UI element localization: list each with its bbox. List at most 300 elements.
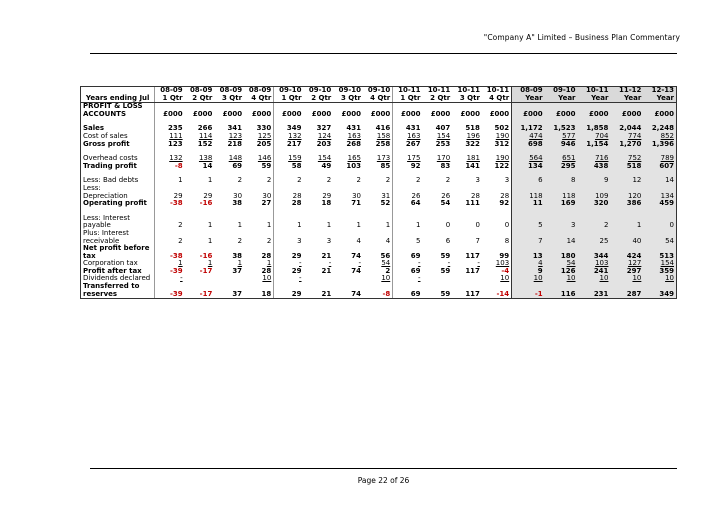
value-cell <box>610 200 643 208</box>
cell-value: 71 <box>351 199 361 208</box>
cell-value: 2 <box>445 176 451 185</box>
cell-value: 349 <box>659 289 674 298</box>
cell-value: -8 <box>174 161 183 170</box>
value-cell <box>610 163 643 171</box>
value-cell <box>333 230 363 245</box>
cell-value: 431 <box>346 124 361 133</box>
spacer-cell <box>512 208 545 215</box>
value-cell <box>393 177 423 185</box>
value-cell <box>512 163 545 171</box>
value-cell <box>363 200 393 208</box>
cell-value: 132 <box>288 131 302 140</box>
column-subperiod: 4 Qtr <box>251 93 272 102</box>
value-cell <box>393 163 423 171</box>
value-cell <box>578 141 611 149</box>
value-cell <box>512 283 545 299</box>
value-cell <box>643 245 676 260</box>
cell-value: 0 <box>504 221 510 230</box>
cell-value: £000 <box>222 109 243 118</box>
value-cell <box>545 200 578 208</box>
cell-value: 123 <box>167 139 183 148</box>
cell-value: 31 <box>381 191 391 200</box>
cell-value: 10 <box>665 274 674 283</box>
cell-value: 241 <box>593 266 609 275</box>
cell-value: 111 <box>465 199 480 208</box>
spacer-cell <box>643 208 676 215</box>
cell-value: 438 <box>593 161 609 170</box>
cell-value: 134 <box>660 191 674 200</box>
cell-value: 7 <box>538 236 543 245</box>
cell-value: 4 <box>356 236 361 245</box>
cell-value: 1 <box>207 259 213 268</box>
page-number: Page 22 of 26 <box>357 476 410 485</box>
cell-value: 10 <box>262 274 272 283</box>
value-cell <box>363 215 393 230</box>
value-cell <box>422 245 452 260</box>
column-period: 08-09 <box>189 86 213 94</box>
cell-value: 59 <box>440 289 451 298</box>
value-cell <box>512 141 545 149</box>
cell-value: 651 <box>562 154 576 163</box>
cell-value: 64 <box>410 199 421 208</box>
row-label: Operating profit <box>81 200 155 208</box>
cell-value: 127 <box>627 259 642 268</box>
value-cell <box>578 230 611 245</box>
value-cell <box>482 215 512 230</box>
value-cell <box>363 163 393 171</box>
cell-value: 58 <box>291 161 302 170</box>
value-cell <box>244 200 274 208</box>
cell-value: -17 <box>199 289 213 298</box>
cell-value: 109 <box>595 191 609 200</box>
cell-value: 29 <box>291 289 302 298</box>
column-header <box>214 87 244 103</box>
cell-value: 416 <box>375 124 391 133</box>
column-header <box>333 87 363 103</box>
cell-value: 359 <box>659 266 674 275</box>
value-cell <box>422 141 452 149</box>
cell-value: 69 <box>410 266 421 275</box>
cell-value: 564 <box>529 154 543 163</box>
cell-value: 154 <box>660 259 674 268</box>
value-cell <box>185 268 215 276</box>
cell-value: 29 <box>203 191 213 200</box>
cell-value: 29 <box>322 191 332 200</box>
value-cell <box>643 200 676 208</box>
cell-value: 181 <box>466 154 480 163</box>
value-cell <box>422 163 452 171</box>
value-cell <box>545 230 578 245</box>
value-cell <box>333 245 363 260</box>
cell-value: 114 <box>198 131 213 140</box>
value-cell <box>185 275 215 283</box>
value-cell <box>214 200 244 208</box>
value-cell <box>304 275 334 283</box>
value-cell <box>244 177 274 185</box>
cell-value: 1 <box>266 259 272 268</box>
spacer-row <box>81 208 677 215</box>
value-cell <box>244 275 274 283</box>
value-cell <box>333 283 363 299</box>
column-header <box>643 87 676 103</box>
column-header <box>610 87 643 103</box>
value-cell <box>333 268 363 276</box>
value-cell <box>363 230 393 245</box>
column-period: 11-12 <box>618 86 642 94</box>
column-subperiod: 1 Qtr <box>281 93 302 102</box>
value-cell <box>393 230 423 245</box>
table-row <box>81 141 677 149</box>
value-cell <box>363 245 393 260</box>
cell-value: - <box>358 259 361 268</box>
value-cell <box>452 163 482 171</box>
cell-value: 11 <box>532 199 543 208</box>
cell-value: 297 <box>626 266 642 275</box>
column-subperiod: 1 Qtr <box>400 93 421 102</box>
cell-value: 2 <box>603 221 609 230</box>
cell-value: 1 <box>237 221 243 230</box>
value-cell <box>452 283 482 299</box>
column-subperiod: Year <box>558 93 576 102</box>
value-cell <box>643 177 676 185</box>
cell-value: - <box>477 259 480 268</box>
value-cell <box>363 141 393 149</box>
cell-value: 287 <box>626 289 642 298</box>
value-cell <box>274 163 304 171</box>
cell-value: - <box>299 259 302 268</box>
cell-value: 69 <box>232 161 243 170</box>
cell-value: 231 <box>593 289 609 298</box>
cell-value: 5 <box>538 221 543 230</box>
cell-value: 2,248 <box>651 124 674 133</box>
table-row <box>81 268 677 276</box>
cell-value: -14 <box>496 289 510 298</box>
value-cell <box>643 141 676 149</box>
cell-value: 258 <box>375 139 391 148</box>
cell-value: 14 <box>566 236 576 245</box>
cell-value: 170 <box>436 154 451 163</box>
table-row <box>81 245 677 260</box>
value-cell <box>185 245 215 260</box>
value-cell <box>185 141 215 149</box>
cell-value: -17 <box>199 266 213 275</box>
cell-value: -16 <box>199 199 213 208</box>
value-cell <box>422 268 452 276</box>
cell-value: 163 <box>407 131 421 140</box>
value-cell <box>610 141 643 149</box>
column-subperiod: 2 Qtr <box>192 93 213 102</box>
cell-value: 1 <box>207 221 213 230</box>
value-cell <box>274 275 304 283</box>
value-cell <box>244 163 274 171</box>
column-period: 09-10 <box>338 86 361 94</box>
cell-value: 141 <box>465 161 480 170</box>
value-cell <box>155 275 185 283</box>
value-cell <box>214 103 244 119</box>
cell-value: 3 <box>475 176 480 185</box>
value-cell <box>155 215 185 230</box>
value-cell <box>333 163 363 171</box>
cell-value: -8 <box>382 289 391 298</box>
value-cell <box>214 268 244 276</box>
value-cell <box>304 141 334 149</box>
cell-value: -16 <box>199 251 213 260</box>
cell-value: 0 <box>445 221 451 230</box>
cell-value: 4 <box>538 259 543 268</box>
value-cell <box>578 200 611 208</box>
cell-value: 704 <box>595 131 609 140</box>
column-header <box>512 87 545 103</box>
column-header <box>244 87 274 103</box>
cell-value: 103 <box>346 161 361 170</box>
spacer-cell <box>482 208 512 215</box>
table-row <box>81 185 677 193</box>
cell-value: -39 <box>169 289 183 298</box>
cell-value: 1,396 <box>651 139 674 148</box>
cell-value: 190 <box>495 131 510 140</box>
cell-value: £000 <box>460 109 480 118</box>
cell-value: - <box>417 259 421 268</box>
value-cell <box>422 230 452 245</box>
cell-value: 3 <box>326 236 332 245</box>
cell-value: 2 <box>237 236 243 245</box>
cell-value: 52 <box>380 199 391 208</box>
cell-value: 132 <box>169 154 183 163</box>
cell-value: 138 <box>198 154 213 163</box>
value-cell <box>333 275 363 283</box>
cell-value: 152 <box>197 139 213 148</box>
cell-value: 1 <box>356 221 361 230</box>
cell-value: 173 <box>376 154 391 163</box>
cell-value: 28 <box>261 251 272 260</box>
cell-value: 2 <box>326 176 332 185</box>
column-header <box>274 87 304 103</box>
cell-value: 1 <box>636 221 642 230</box>
cell-value: 1 <box>237 259 243 268</box>
column-subperiod: Year <box>591 93 609 102</box>
cell-value: 190 <box>495 154 510 163</box>
value-cell <box>610 245 643 260</box>
row-label: Transferred to reserves <box>81 283 155 299</box>
column-subperiod: 3 Qtr <box>459 93 480 102</box>
cell-value: 1 <box>416 221 421 230</box>
table-row <box>81 177 677 185</box>
cell-value: 180 <box>560 251 576 260</box>
row-label: Less: Bad debts <box>81 177 155 185</box>
value-cell <box>244 103 274 119</box>
cell-value: 38 <box>232 199 243 208</box>
cell-value: 14 <box>665 176 674 185</box>
value-cell <box>610 275 643 283</box>
cell-value: 28 <box>261 266 272 275</box>
cell-value: 852 <box>660 131 674 140</box>
cell-value: - <box>299 274 302 283</box>
value-cell <box>610 283 643 299</box>
value-cell <box>155 230 185 245</box>
cell-value: 1 <box>385 221 391 230</box>
cell-value: 21 <box>321 289 332 298</box>
value-cell <box>545 245 578 260</box>
cell-value: 6 <box>445 236 451 245</box>
value-cell <box>452 245 482 260</box>
cell-value: -38 <box>169 199 183 208</box>
cell-value: 30 <box>233 191 243 200</box>
cell-value: 21 <box>321 251 332 260</box>
cell-value: - <box>417 274 421 283</box>
value-cell <box>155 103 185 119</box>
cell-value: 946 <box>560 139 576 148</box>
cell-value: 117 <box>465 289 480 298</box>
spacer-cell <box>578 208 611 215</box>
cell-value: 295 <box>560 161 576 170</box>
cell-value: 1 <box>326 221 332 230</box>
footer-rule <box>90 468 677 469</box>
table-row <box>81 200 677 208</box>
cell-value: 577 <box>562 131 576 140</box>
cell-value: 1 <box>178 176 183 185</box>
cell-value: £000 <box>654 109 674 118</box>
table-row <box>81 215 677 230</box>
value-cell <box>545 141 578 149</box>
cell-value: 10 <box>381 274 391 283</box>
cell-value: 266 <box>197 124 213 133</box>
value-cell <box>512 103 545 119</box>
value-cell <box>274 177 304 185</box>
value-cell <box>482 141 512 149</box>
cell-value: 69 <box>410 289 421 298</box>
spacer-cell <box>185 208 215 215</box>
value-cell <box>214 245 244 260</box>
cell-value: 154 <box>436 131 451 140</box>
spacer-cell <box>393 208 423 215</box>
column-period: 10-11 <box>457 86 480 94</box>
cell-value: 1,172 <box>520 124 543 133</box>
cell-value: 38 <box>232 251 243 260</box>
cell-value: 148 <box>228 154 243 163</box>
spacer-cell <box>244 208 274 215</box>
cell-value: 85 <box>380 161 391 170</box>
column-header <box>304 87 334 103</box>
cell-value: 92 <box>499 199 510 208</box>
column-subperiod: Year <box>656 93 674 102</box>
value-cell <box>482 283 512 299</box>
value-cell <box>512 275 545 283</box>
value-cell <box>393 275 423 283</box>
column-header <box>545 87 578 103</box>
spacer-cell <box>214 208 244 215</box>
value-cell <box>512 230 545 245</box>
value-cell <box>214 215 244 230</box>
cell-value: 253 <box>435 139 451 148</box>
cell-value: 0 <box>475 221 480 230</box>
cell-value: 175 <box>407 154 421 163</box>
value-cell <box>422 103 452 119</box>
cell-value: 9 <box>537 266 543 275</box>
column-subperiod: 3 Qtr <box>222 93 243 102</box>
cell-value: 159 <box>288 154 302 163</box>
column-header <box>185 87 215 103</box>
cell-value: 205 <box>256 139 272 148</box>
value-cell <box>610 230 643 245</box>
value-cell <box>545 215 578 230</box>
cell-value: 74 <box>351 289 361 298</box>
cell-value: 12 <box>632 176 642 185</box>
column-period: 09-10 <box>367 86 391 94</box>
cell-value: 1 <box>266 221 272 230</box>
value-cell <box>363 283 393 299</box>
value-cell <box>304 177 334 185</box>
column-header <box>393 87 423 103</box>
column-subperiod: 3 Qtr <box>340 93 361 102</box>
cell-value: 3 <box>504 176 510 185</box>
cell-value: 14 <box>202 161 213 170</box>
value-cell <box>393 141 423 149</box>
value-cell <box>393 103 423 119</box>
cell-value: £000 <box>621 109 642 118</box>
value-cell <box>452 177 482 185</box>
value-cell <box>482 230 512 245</box>
row-label: PROFIT & LOSS ACCOUNTS <box>81 103 155 119</box>
value-cell <box>512 245 545 260</box>
cell-value: 158 <box>376 131 391 140</box>
value-cell <box>214 230 244 245</box>
cell-value: 134 <box>527 161 543 170</box>
cell-value: 163 <box>347 131 361 140</box>
cell-value: 8 <box>571 176 576 185</box>
cell-value: 126 <box>560 266 576 275</box>
column-subperiod: Year <box>525 93 543 102</box>
cell-value: 10 <box>500 274 510 283</box>
profit-and-loss-table <box>80 86 677 299</box>
column-period: 12-13 <box>651 86 674 94</box>
value-cell <box>422 177 452 185</box>
value-cell <box>393 283 423 299</box>
cell-value: 118 <box>529 191 543 200</box>
cell-value: 2 <box>356 176 361 185</box>
cell-value: 21 <box>321 266 332 275</box>
value-cell <box>185 177 215 185</box>
value-cell <box>304 200 334 208</box>
value-cell <box>643 275 676 283</box>
value-cell <box>214 283 244 299</box>
value-cell <box>304 230 334 245</box>
cell-value: 124 <box>317 131 332 140</box>
cell-value: 2 <box>385 176 391 185</box>
value-cell <box>545 275 578 283</box>
cell-value: 203 <box>316 139 332 148</box>
cell-value: 218 <box>227 139 243 148</box>
column-subperiod: 4 Qtr <box>370 93 391 102</box>
cell-value: 752 <box>627 154 642 163</box>
column-header <box>482 87 512 103</box>
value-cell <box>393 215 423 230</box>
cell-value: 10 <box>533 274 543 283</box>
cell-value: 56 <box>380 251 391 260</box>
cell-value: 125 <box>257 131 272 140</box>
value-cell <box>482 103 512 119</box>
spacer-cell <box>545 208 578 215</box>
value-cell <box>214 275 244 283</box>
row-label: Depreciation <box>81 193 155 201</box>
cell-value: 2 <box>385 266 391 275</box>
cell-value: 10 <box>599 274 609 283</box>
cell-value: 28 <box>500 191 510 200</box>
row-label: Trading profit <box>81 163 155 171</box>
value-cell <box>452 141 482 149</box>
value-cell <box>333 200 363 208</box>
cell-value: 30 <box>262 191 272 200</box>
value-cell <box>185 103 215 119</box>
